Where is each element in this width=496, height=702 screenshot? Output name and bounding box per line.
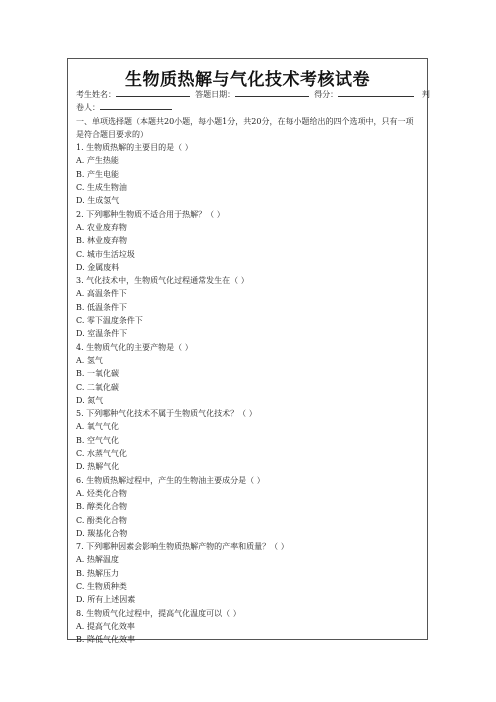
answer-option[interactable]: B. 一氧化碳	[76, 369, 119, 379]
answer-option[interactable]: A. 热解温度	[76, 555, 119, 565]
answer-option[interactable]: C. 零下温度条件下	[76, 316, 143, 326]
answer-option[interactable]: A. 烃类化合物	[76, 488, 127, 498]
answer-option[interactable]: A. 农业废弃物	[76, 222, 127, 232]
name-field[interactable]	[116, 88, 190, 97]
answer-option[interactable]: C. 生成生物油	[76, 183, 127, 193]
exam-paper	[67, 58, 430, 645]
answer-option[interactable]: B. 空气气化	[76, 435, 119, 445]
answer-option[interactable]: C. 酚类化合物	[76, 515, 127, 525]
answer-option[interactable]: D. 生成氢气	[76, 196, 120, 206]
question-text: 3. 气化技术中，生物质气化过程通常发生在（ ）	[76, 276, 249, 286]
page-title: 生物质热解与气化技术考核试卷	[125, 70, 370, 90]
answer-option[interactable]: A. 高温条件下	[76, 289, 127, 299]
score-label: 得分：	[314, 90, 339, 99]
candidate-info-row	[76, 88, 430, 101]
answer-option[interactable]: B. 低温条件下	[76, 302, 127, 312]
exam-content	[76, 88, 430, 646]
answer-option[interactable]: D. 室温条件下	[76, 329, 128, 339]
answer-option[interactable]: B. 降低气化效率	[76, 635, 135, 645]
question-text: 8. 生物质气化过程中，提高气化温度可以（ ）	[76, 608, 241, 618]
answer-option[interactable]: D. 羰基化合物	[76, 528, 128, 538]
answer-option[interactable]: C. 二氧化碳	[76, 382, 119, 392]
answer-option[interactable]: D. 热解气化	[76, 462, 120, 472]
answer-option[interactable]: A. 提高气化效率	[76, 621, 135, 631]
section-intro: 一、单项选择题（本题共20小题，每小题1分，共20分，在每小题给出的四个选项中，只有一项是符合题目要求的）	[76, 116, 414, 139]
answer-option[interactable]: A. 氢气	[76, 355, 103, 365]
question-text: 1. 生物质热解的主要目的是（ ）	[76, 143, 193, 153]
answer-option[interactable]: D. 所有上述因素	[76, 595, 136, 605]
answer-option[interactable]: C. 生物质种类	[76, 581, 127, 591]
answer-option[interactable]: C. 城市生活垃圾	[76, 249, 135, 259]
grader-field[interactable]	[100, 101, 172, 110]
score-field[interactable]	[338, 88, 414, 97]
grader-row	[76, 101, 419, 114]
grader-label-b: 卷人：	[76, 103, 100, 113]
question-text: 2. 下列哪种生物质不适合用于热解？（ ）	[76, 209, 225, 219]
answer-option[interactable]: D. 金属废料	[76, 262, 120, 272]
answer-option[interactable]: B. 热解压力	[76, 568, 119, 578]
question-text: 5. 下列哪种气化技术不属于生物质气化技术？（ ）	[76, 409, 257, 419]
grader-label-a: 判	[421, 90, 430, 99]
question-text: 7. 下列哪种因素会影响生物质热解产物的产率和质量？（ ）	[76, 542, 289, 552]
question-text: 6. 生物质热解过程中，产生的生物油主要成分是（ ）	[76, 475, 265, 485]
answer-option[interactable]: A. 氧气气化	[76, 422, 119, 432]
question-list	[76, 141, 419, 646]
answer-option[interactable]: A. 产生热能	[76, 156, 119, 166]
answer-option[interactable]: B. 林业废弃物	[76, 236, 127, 246]
question-text: 4. 生物质气化的主要产物是（ ）	[76, 342, 193, 352]
answer-option[interactable]: D. 氮气	[76, 395, 104, 405]
answer-option[interactable]: B. 产生电能	[76, 169, 119, 179]
date-label: 答题日期：	[195, 90, 236, 99]
date-field[interactable]	[235, 88, 309, 97]
answer-option[interactable]: B. 醇类化合物	[76, 502, 127, 512]
name-label: 考生姓名：	[76, 90, 116, 99]
answer-option[interactable]: C. 水蒸气气化	[76, 449, 127, 459]
